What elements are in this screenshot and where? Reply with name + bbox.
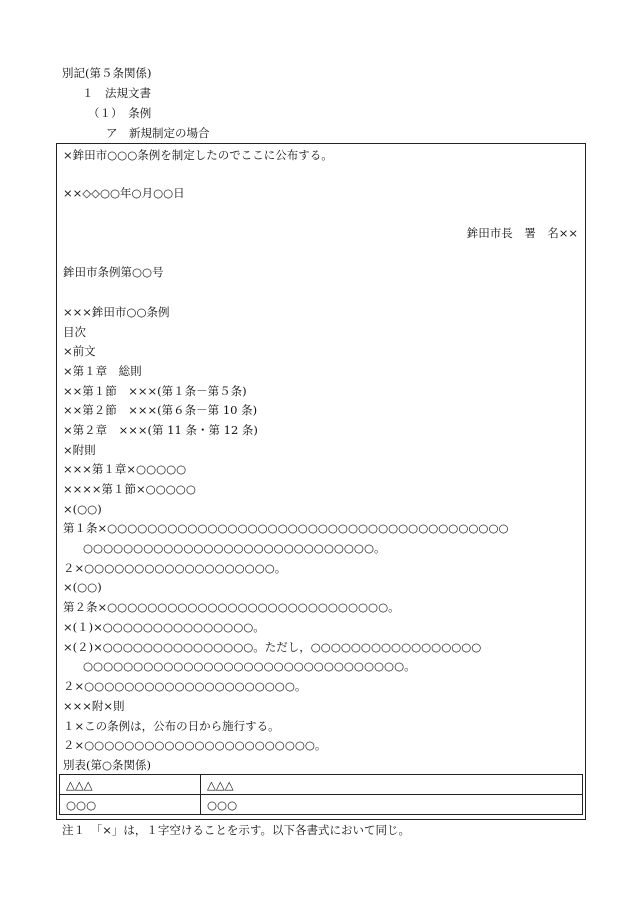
- form-line-item1: ×(１)×○○○○○○○○○○○○○○○。: [63, 620, 265, 634]
- form-line-date: ××◇◇○○年○月○○日: [63, 186, 185, 200]
- form-line-supplementary: ×附則: [63, 443, 96, 457]
- heading-section: １ 法規文書: [82, 86, 151, 100]
- heading-annex: 別記(第５条関係): [62, 66, 152, 80]
- form-line-caption2: ×(○○): [63, 580, 102, 594]
- form-line-signature: 鉾田市長 署 名××: [466, 226, 578, 240]
- form-line-chapter2: ×第２章 ×××(第 11 条・第 12 条): [63, 423, 258, 437]
- form-line-appended-table: 別表(第○条関係): [63, 758, 152, 772]
- table-cell: ○○○: [201, 795, 583, 815]
- table-row: [60, 775, 583, 795]
- heading-item: ア 新規制定の場合: [106, 126, 210, 140]
- form-line-supplementary-2: ２×○○○○○○○○○○○○○○○○○○○○○○○。: [63, 738, 327, 752]
- form-line-preamble: ×前文: [63, 344, 96, 358]
- form-line-article1-para2: ２×○○○○○○○○○○○○○○○○○○○。: [63, 561, 287, 575]
- form-line-promulgation: ×鉾田市○○○条例を制定したのでここに公布する。: [63, 148, 333, 162]
- form-line-item2: ×(２)×○○○○○○○○○○○○○○○。ただし，○○○○○○○○○○○○○○○○○: [63, 640, 482, 654]
- form-line-chapter-heading: ×××第１章×○○○○○: [63, 462, 187, 476]
- form-line-supplementary-heading: ×××附×則: [63, 699, 125, 713]
- form-line-supplementary-1: １×この条例は，公布の日から施行する。: [63, 719, 280, 733]
- form-line-caption1: ×(○○): [63, 502, 102, 516]
- table-row: [60, 795, 583, 815]
- appended-table: [59, 774, 583, 815]
- table-cell: △△△: [60, 775, 201, 795]
- form-line-section1: ××第１節 ×××(第１条－第５条): [63, 384, 247, 398]
- form-line-section-heading: ××××第１節×○○○○○: [63, 482, 196, 496]
- heading-subsection: （１） 条例: [88, 106, 152, 120]
- form-box: [56, 143, 586, 820]
- form-line-article2: 第２条×○○○○○○○○○○○○○○○○○○○○○○○○○○○○。: [63, 600, 400, 614]
- form-line-article2-para2: ２×○○○○○○○○○○○○○○○○○○○○○。: [63, 679, 307, 693]
- form-line-chapter1: ×第１章 総則: [63, 364, 142, 378]
- form-line-article1: 第１条×○○○○○○○○○○○○○○○○○○○○○○○○○○○○○○○○○○○○○○○○: [63, 521, 509, 535]
- form-line-ordinance-title: ×××鉾田市○○条例: [63, 305, 170, 319]
- table-cell: ○○○: [60, 795, 201, 815]
- form-line-section2: ××第２節 ×××(第６条－第 10 条): [63, 403, 258, 417]
- form-line-ordinance-number: 鉾田市条例第○○号: [63, 265, 164, 279]
- form-line-toc: 目次: [63, 325, 86, 339]
- table-cell: △△△: [201, 775, 583, 795]
- footnote: 注１ 「×」は，１字空けることを示す。以下各書式において同じ。: [62, 823, 410, 837]
- form-line-item2-cont: ○○○○○○○○○○○○○○○○○○○○○○○○○○○○○○○○。: [83, 659, 416, 673]
- form-line-article1-cont: ○○○○○○○○○○○○○○○○○○○○○○○○○○○○○。: [83, 541, 386, 555]
